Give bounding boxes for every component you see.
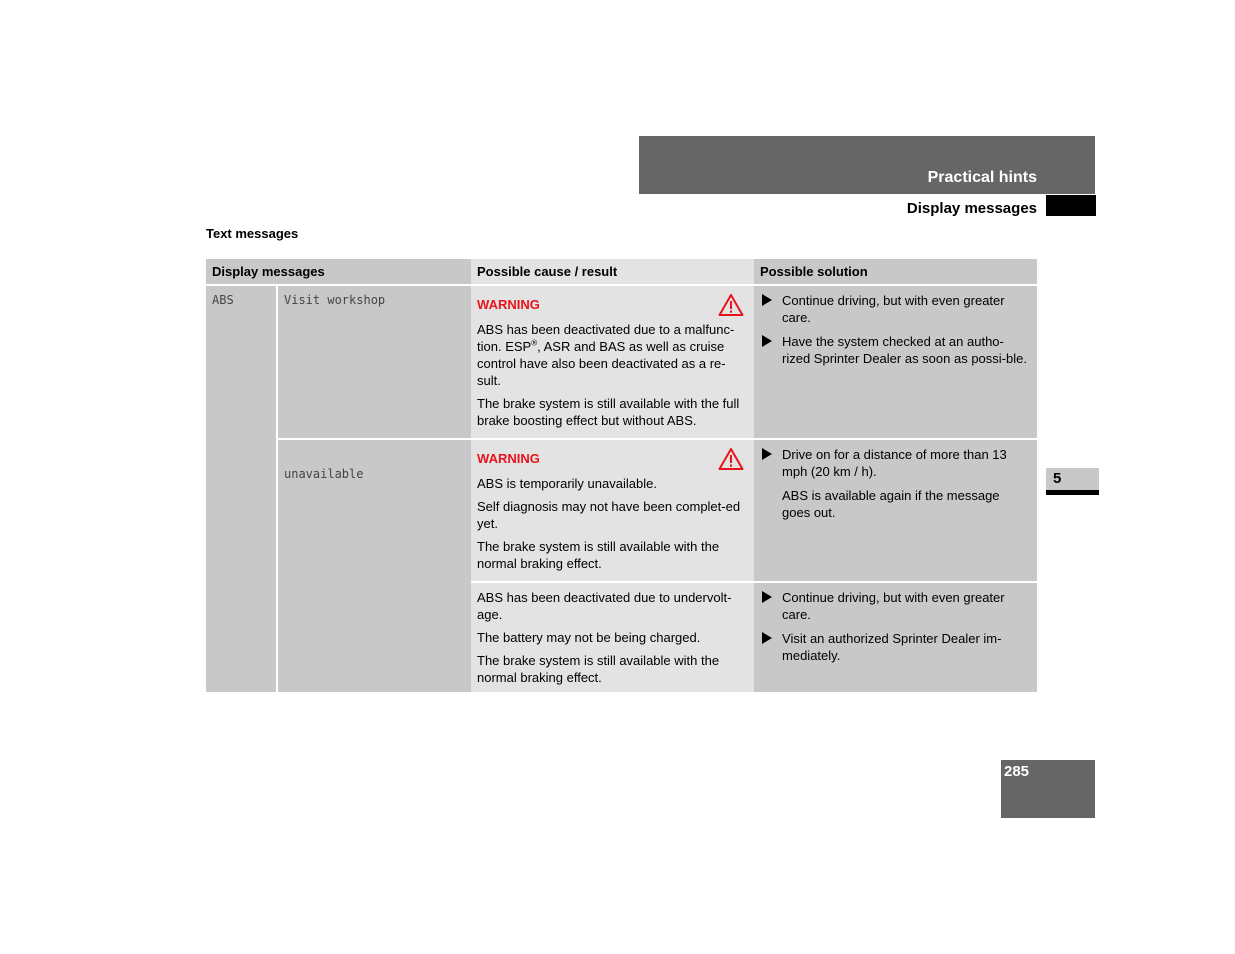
warning-triangle-icon <box>718 447 744 471</box>
solution-text: Continue driving, but with even greater care. <box>782 590 1005 622</box>
cause-text: The battery may not be being charged. <box>477 630 701 645</box>
solution-step <box>760 630 1031 664</box>
solution-note: ABS is available again if the message goes out. <box>782 488 1000 520</box>
table-row <box>206 285 1037 439</box>
column-header-solution: Possible solution <box>754 259 1037 285</box>
solution-step <box>760 292 1031 326</box>
page-number-box <box>1001 760 1095 818</box>
cause-text: ABS has been deactivated due to a malfunc-tion. ESP®, ASR and BAS as well as cruise control have also been deactivated as a re-sult. <box>477 322 735 388</box>
solution-text: Drive on for a distance of more than 13 mph (20 km / h). <box>782 447 1007 479</box>
warning-header <box>477 293 748 315</box>
column-header-cause: Possible cause / result <box>471 259 754 285</box>
solution-text: Have the system checked at an autho-rized Sprinter Dealer as soon as possi-ble. <box>782 334 1027 366</box>
cause-cell <box>471 439 754 582</box>
display-text: unavailable <box>284 467 364 481</box>
solution-cell <box>754 285 1037 439</box>
cause-text: The brake system is still available with the normal braking effect. <box>477 653 720 685</box>
chapter-number: 5 <box>1053 470 1062 487</box>
display-cell <box>277 439 471 692</box>
solution-text: Continue driving, but with even greater care. <box>782 293 1005 325</box>
cause-text: The brake system is still available with the normal braking effect. <box>477 539 720 571</box>
bullet-arrow-icon <box>762 591 772 603</box>
warning-triangle-icon <box>718 293 744 317</box>
cause-text: The brake system is still available with the full brake boosting effect but without ABS. <box>477 396 740 428</box>
chapter-title: Practical hints <box>927 169 1037 186</box>
display-messages-table <box>206 259 1037 692</box>
header-tab-marker <box>1046 195 1096 216</box>
section-title: Text messages <box>206 226 299 241</box>
solution-text: Visit an authorized Sprinter Dealer im-mediately. <box>782 631 1002 663</box>
warning-header <box>477 447 748 469</box>
cause-text: Self diagnosis may not have been complet-ed yet. <box>477 499 741 531</box>
solution-cell <box>754 582 1037 692</box>
cause-cell <box>471 582 754 692</box>
bullet-arrow-icon <box>762 294 772 306</box>
display-cell: Visit workshop <box>277 285 471 439</box>
table-row <box>206 439 1037 582</box>
solution-step <box>760 446 1031 480</box>
section-header: Display messages <box>906 200 1037 217</box>
solution-step <box>760 589 1031 623</box>
bullet-arrow-icon <box>762 335 772 347</box>
page-number: 285 <box>1004 763 1030 780</box>
solution-step <box>760 333 1031 367</box>
chapter-thumb-tab[interactable] <box>1046 468 1099 495</box>
cause-text: ABS has been deactivated due to undervolt-age. <box>477 590 732 622</box>
warning-label: WARNING <box>477 297 540 312</box>
cause-cell <box>471 285 754 439</box>
bullet-arrow-icon <box>762 448 772 460</box>
table-header-row <box>206 259 1037 285</box>
bullet-arrow-icon <box>762 632 772 644</box>
display-main-cell: ABS <box>206 285 277 692</box>
solution-cell <box>754 439 1037 582</box>
column-header-display: Display messages <box>206 259 471 285</box>
warning-label: WARNING <box>477 451 540 466</box>
cause-text: ABS is temporarily unavailable. <box>477 476 657 491</box>
